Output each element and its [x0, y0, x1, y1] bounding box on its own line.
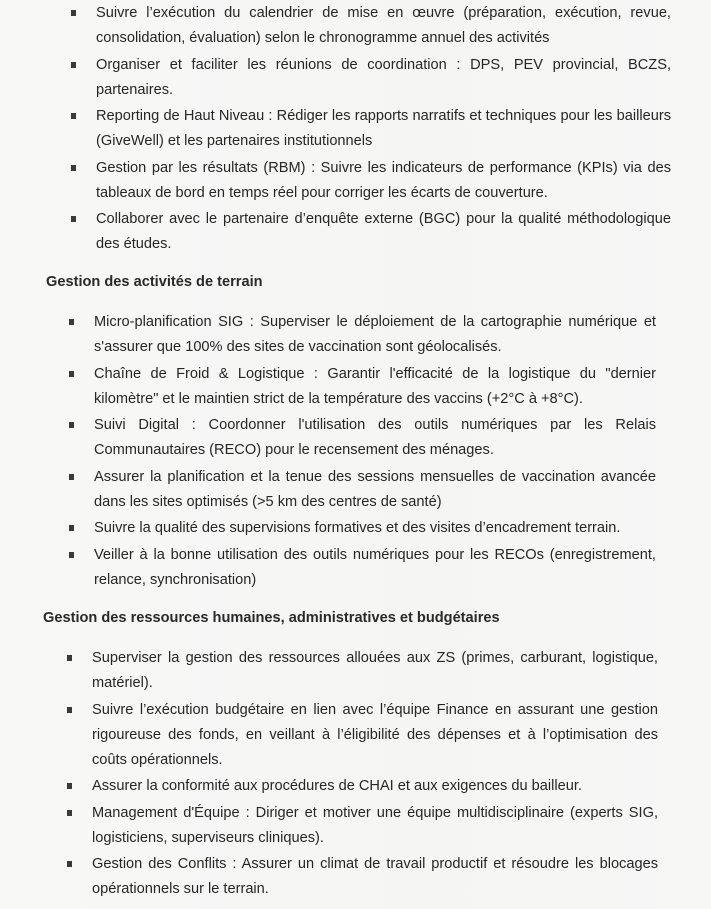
list-item: Organiser et faciliter les réunions de coordination : DPS, PEV provincial, BCZS, partenaires.: [96, 53, 671, 103]
section-heading-field-activities: Gestion des activités de terrain: [46, 274, 263, 290]
list-item: Superviser la gestion des ressources allouées aux ZS (primes, carburant, logistique, matériel).: [92, 646, 658, 696]
list-item: Suivi Digital : Coordonner l'utilisation des outils numériques par les Relais Communautaires (RECO) pour le recensement des ménages.: [94, 413, 656, 463]
square-bullet-icon: [71, 10, 76, 16]
list-item: Micro-planification SIG : Superviser le déploiement de la cartographie numérique et s'assurer que 100% des sites de vaccination sont géolocalisés.: [94, 310, 656, 360]
square-bullet-icon: [69, 422, 74, 428]
list-item: Collaborer avec le partenaire d’enquête externe (BGC) pour la qualité méthodologique des études.: [96, 207, 671, 257]
hr-admin-budget-list: [92, 646, 658, 904]
list-item: Veiller à la bonne utilisation des outils numériques pour les RECOs (enregistrement, relance, synchronisation): [94, 543, 656, 593]
square-bullet-icon: [71, 165, 76, 171]
square-bullet-icon: [69, 552, 74, 558]
square-bullet-icon: [69, 525, 74, 531]
list-item: Assurer la planification et la tenue des sessions mensuelles de vaccination avancée dans les sites optimisés (>5 km des centres de santé): [94, 465, 656, 515]
list-item: Assurer la conformité aux procédures de CHAI et aux exigences du bailleur.: [92, 774, 658, 799]
list-item: Gestion des Conflits : Assurer un climat de travail productif et résoudre les blocages opérationnels sur le terrain.: [92, 852, 658, 902]
square-bullet-icon: [69, 371, 74, 377]
square-bullet-icon: [69, 319, 74, 325]
list-item: Suivre la qualité des supervisions formatives et des visites d’encadrement terrain.: [94, 516, 656, 541]
list-item: Management d'Équipe : Diriger et motiver une équipe multidisciplinaire (experts SIG, logisticiens, superviseurs cliniques).: [92, 801, 658, 851]
square-bullet-icon: [71, 216, 76, 222]
square-bullet-icon: [71, 62, 76, 68]
square-bullet-icon: [67, 783, 72, 789]
coordination-list: [96, 1, 671, 259]
square-bullet-icon: [69, 474, 74, 480]
list-item: Gestion par les résultats (RBM) : Suivre les indicateurs de performance (KPIs) via des tableaux de bord en temps réel pour corriger les écarts de couverture.: [96, 156, 671, 206]
square-bullet-icon: [71, 113, 76, 119]
square-bullet-icon: [67, 861, 72, 867]
list-item: Suivre l’exécution budgétaire en lien avec l’équipe Finance en assurant une gestion rigoureuse des fonds, en veillant à l’éligibilité des dépenses et à l’optimisation des coûts opérationnels.: [92, 698, 658, 773]
field-activities-list: [94, 310, 656, 594]
square-bullet-icon: [67, 655, 72, 661]
list-item: Reporting de Haut Niveau : Rédiger les rapports narratifs et techniques pour les bailleurs (GiveWell) et les partenaires institutionnels: [96, 104, 671, 154]
square-bullet-icon: [67, 810, 72, 816]
square-bullet-icon: [67, 707, 72, 713]
list-item: Chaîne de Froid & Logistique : Garantir l'efficacité de la logistique du "dernier kilomètre" et le maintien strict de la température des vaccins (+2°C à +8°C).: [94, 362, 656, 412]
list-item: Suivre l’exécution du calendrier de mise en œuvre (préparation, exécution, revue, consolidation, évaluation) selon le chronogramme annuel des activités: [96, 1, 671, 51]
section-heading-hr-admin-budget: Gestion des ressources humaines, administratives et budgétaires: [43, 610, 500, 626]
